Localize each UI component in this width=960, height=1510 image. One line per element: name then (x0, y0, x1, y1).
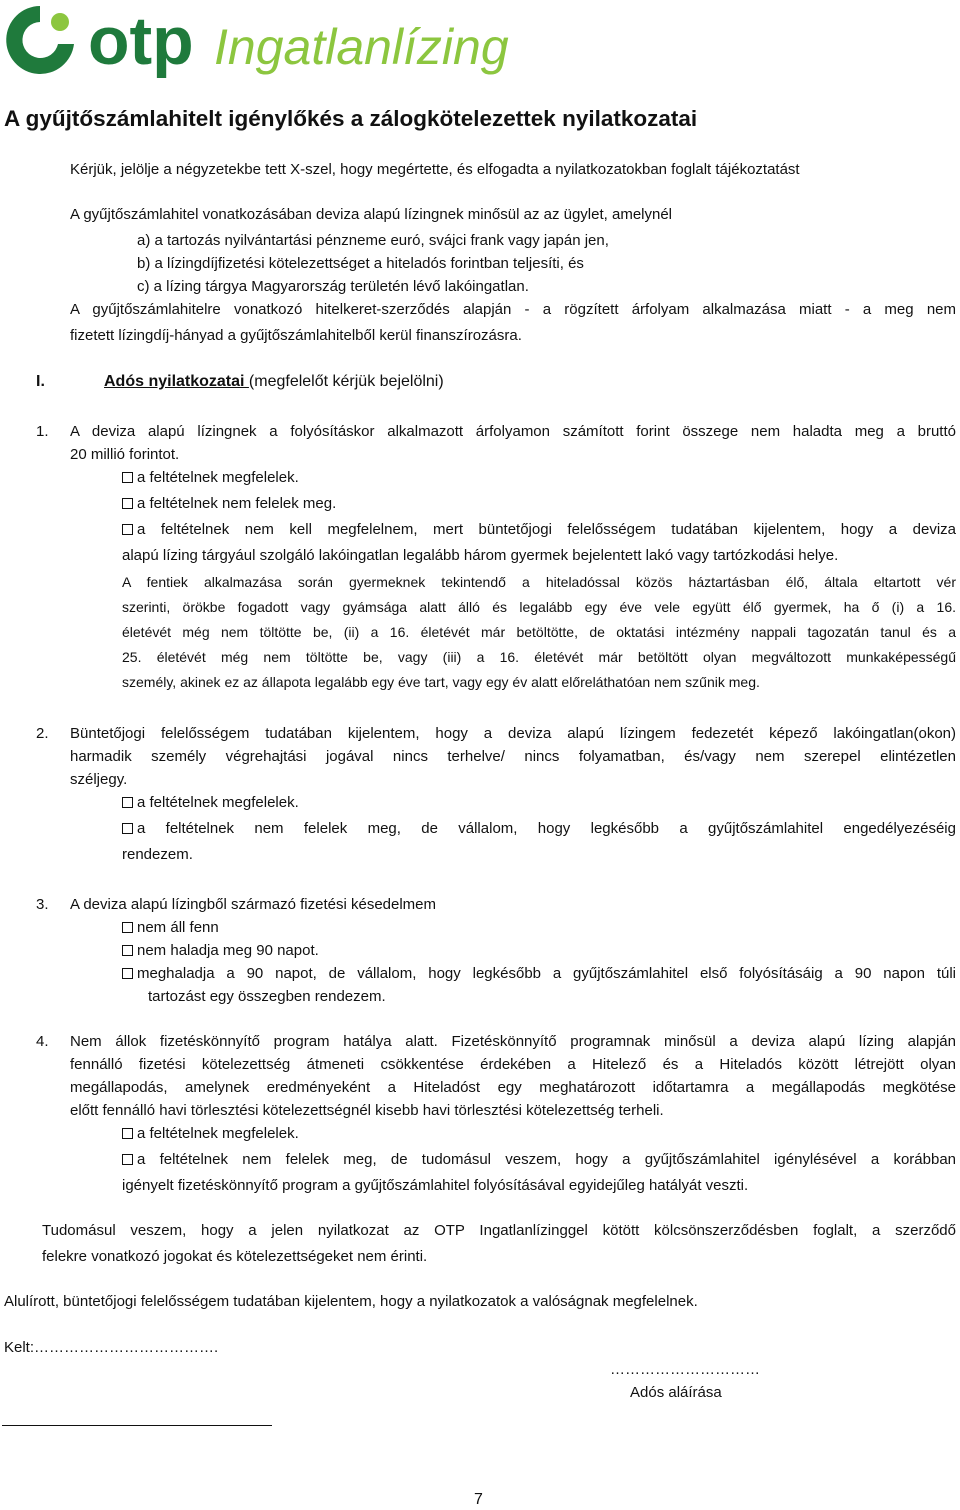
item-4-line-4: előtt fennálló havi törlesztési kötelezettségnél kisebb havi törlesztési kötelezettség terheli. (70, 1102, 664, 1119)
item-4-line-2: fennálló fizetési kötelezettség átmeneti csökkentése érdekében a Hitelező és a Hiteladós között létrejött olyan (70, 1056, 956, 1073)
kelt-field[interactable]: Kelt:………………………………. (4, 1339, 219, 1356)
checkbox[interactable] (122, 823, 133, 834)
section-number: I. (36, 373, 45, 390)
brand-ingatlanlizing: Ingatlanlízing (214, 19, 509, 75)
item-1-note-4: 25. életévét még nem töltötte be, vagy (iii) a 16. életévét már betöltött olyan megváltozott munkaképességű (122, 649, 956, 665)
item-2-line-2: harmadik személy végrehajtási jogával nincs terhelve/ nincs folyamatban, és/vagy nem szerepel elintézetlen (70, 748, 956, 765)
checkbox[interactable] (122, 498, 133, 509)
item-4-number: 4. (36, 1033, 49, 1050)
item-1-line-1: A deviza alapú lízingnek a folyósításkor alkalmazott árfolyamon számított forint összege nem haladta meg a bruttó (70, 423, 956, 440)
intro-c: c) a lízing tárgya Magyarország területén lévő lakóingatlan. (137, 278, 529, 295)
checkbox[interactable] (122, 968, 133, 979)
checkbox[interactable] (122, 945, 133, 956)
item-4-line-1: Nem állok fizetéskönnyítő program hatálya alatt. Fizetéskönnyítő programnak minősül a deviza alapú lízing alapján (70, 1033, 956, 1050)
otp-ingatlanlizing-logo (2, 0, 562, 82)
item-1-note-1: A fentiek alkalmazása során gyermeknek tekintendő a hiteladóssal közös háztartásban élő, általa eltartott vér (122, 574, 956, 590)
item-1-note-5: személy, akinek ez az állapota legalább egy éve tart, vagy egy év alatt előreláthatóan nem szűnik meg. (122, 674, 760, 690)
checkbox[interactable] (122, 472, 133, 483)
item-2-line-1: Büntetőjogi felelősségem tudatában kijelentem, hogy a deviza alapú lízingem fedezetét képező lakóingatlan(okon) (70, 725, 956, 742)
signature-label: Adós aláírása (630, 1384, 722, 1401)
instruction: Kérjük, jelölje a négyzetekbe tett X-szel, hogy megértette, és elfogadta a nyilatkozatokban foglalt tájékoztatást (70, 161, 800, 178)
checkbox[interactable] (122, 1128, 133, 1139)
item-3-option-3: meghaladja a 90 napot, de vállalom, hogy legkésőbb a gyűjtőszámlahitel első folyósításáig a 90 napon túli (122, 964, 956, 984)
footnote-divider (2, 1425, 272, 1426)
item-2-option-2: a feltételnek nem felelek meg, de vállalom, hogy legkésőbb a gyűjtőszámlahitel engedélyezéséig (122, 819, 956, 839)
brand-otp: otp (88, 3, 194, 79)
page-number: 7 (474, 1491, 483, 1508)
item-1-option-3: a feltételnek nem kell megfelelnem, mert büntetőjogi felelősségem tudatában kijelentem, hogy a deviza (122, 520, 956, 540)
page-title: A gyűjtőszámlahitelt igénylőkés a zálogkötelezettek nyilatkozatai (4, 106, 698, 131)
item-2-option-1: a feltételnek megfelelek. (122, 793, 299, 813)
item-2-option-2-cont: rendezem. (122, 846, 193, 863)
checkbox[interactable] (122, 1154, 133, 1165)
intro-a: a) a tartozás nyilvántartási pénzneme euró, svájci frank vagy japán jen, (137, 232, 609, 249)
item-1-note-2: szerinti, örökbe fogadott vagy gyámsága alatt álló és legalább egy éve vele együtt élő gyermek, ha ő (i) a 16. (122, 599, 956, 615)
intro-financing-1: A gyűjtőszámlahitelre vonatkozó hitelkeret-szerződés alapján - a rögzített árfolyam alkalmazása miatt - a meg nem (70, 301, 956, 318)
item-1-option-2: a feltételnek nem felelek meg. (122, 494, 336, 514)
item-3-line-1: A deviza alapú lízingből származó fizetési késedelmem (70, 896, 437, 913)
item-3-option-3-cont: tartozást egy összegben rendezem. (148, 988, 386, 1005)
acknowledgement-1: Tudomásul veszem, hogy a jelen nyilatkozat az OTP Ingatlanlízinggel kötött kölcsönszerződésben foglalt, a szerződő (42, 1222, 956, 1239)
item-4-option-1: a feltételnek megfelelek. (122, 1124, 299, 1144)
item-2-line-3: széljegy. (70, 771, 128, 788)
item-1-number: 1. (36, 423, 49, 440)
otp-swirl-icon (6, 6, 74, 74)
item-1-note-3: életévét még nem töltötte be, (ii) a 16. életévét már betöltötte, de oktatási intézmény nappali tagozatán tanul és a (122, 624, 956, 640)
intro-b: b) a lízingdíjfizetési kötelezettséget a hiteladós forintban teljesíti, és (137, 255, 584, 272)
acknowledgement-2: felekre vonatkozó jogokat és kötelezettségeket nem érinti. (42, 1248, 428, 1265)
item-1-option-1: a feltételnek megfelelek. (122, 468, 299, 488)
item-4-option-2: a feltételnek nem felelek meg, de tudomásul veszem, hogy a gyűjtőszámlahitel igénylésével a korábban (122, 1150, 956, 1170)
item-1-line-2: 20 millió forintot. (70, 446, 180, 463)
signature-line[interactable]: ………………………… (610, 1361, 760, 1378)
checkbox[interactable] (122, 922, 133, 933)
item-2-number: 2. (36, 725, 49, 742)
item-3-option-1: nem áll fenn (122, 918, 219, 938)
item-4-line-3: megállapodás, amelynek eredményeként a Hiteladóst egy meghatározott időtartamra a megállapodás megkötése (70, 1079, 956, 1096)
checkbox[interactable] (122, 797, 133, 808)
section-heading (104, 372, 444, 392)
checkbox[interactable] (122, 524, 133, 535)
item-3-number: 3. (36, 896, 49, 913)
item-4-option-2-cont: igényelt fizetéskönnyítő program a gyűjtőszámlahitel folyósításával egyidejűleg hatályát veszti. (122, 1177, 749, 1194)
section-title: Adós nyilatkozatai (104, 373, 249, 390)
intro-financing-2: fizetett lízingdíj-hányad a gyűjtőszámlahitelből kerül finanszírozásra. (70, 327, 522, 344)
item-3-option-2: nem haladja meg 90 napot. (122, 941, 319, 961)
item-1-option-3-cont: alapú lízing tárgyául szolgáló lakóingatlan legalább három gyermek bejelentett lakó vagy tartózkodási helye. (122, 547, 839, 564)
section-note: (megfelelőt kérjük bejelölni) (248, 373, 444, 390)
intro-lead: A gyűjtőszámlahitel vonatkozásában deviza alapú lízingnek minősül az az ügylet, amelynél (70, 206, 673, 223)
declaration: Alulírott, büntetőjogi felelősségem tudatában kijelentem, hogy a nyilatkozatok a valóságnak megfelelnek. (4, 1293, 698, 1310)
